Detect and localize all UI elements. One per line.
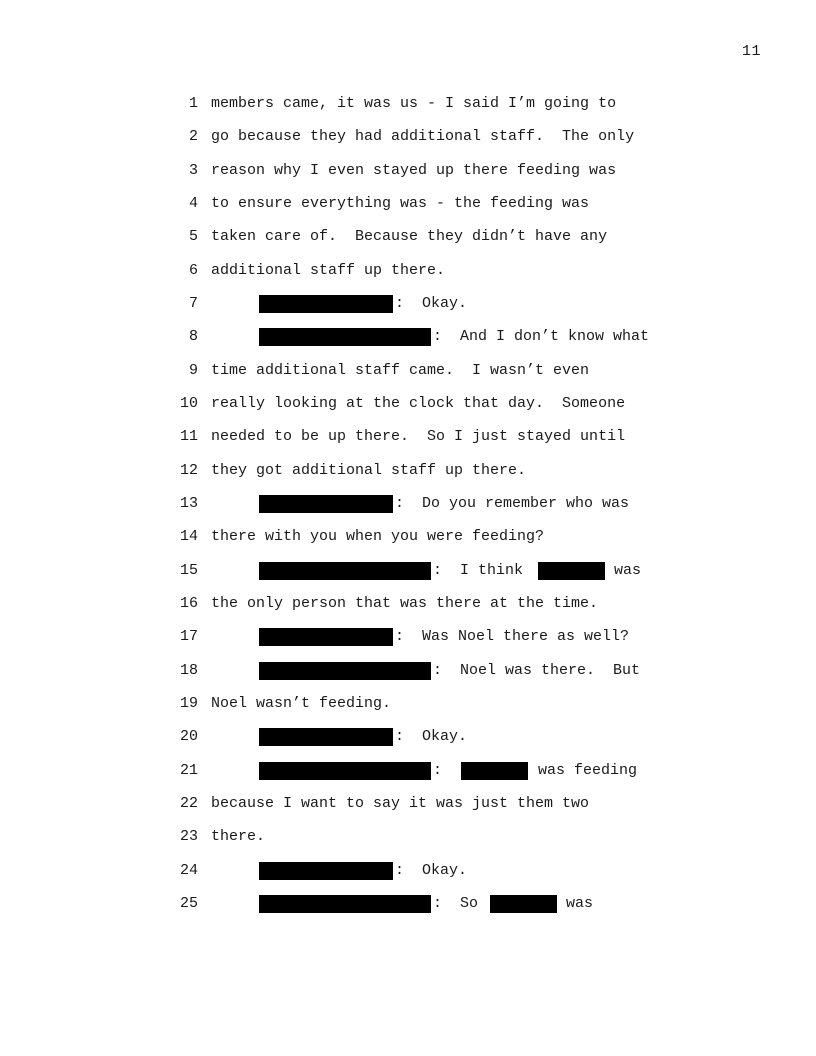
page-number: 11 bbox=[742, 43, 762, 60]
line-number: 14 bbox=[179, 528, 198, 545]
line-text: reason why I even stayed up there feeding was bbox=[211, 162, 617, 179]
redaction-bar bbox=[490, 895, 557, 913]
line-text: there. bbox=[211, 828, 266, 845]
line-number: 10 bbox=[179, 395, 198, 412]
line-text: additional staff up there. bbox=[211, 262, 446, 279]
line-text: they got additional staff up there. bbox=[211, 462, 527, 479]
line-number: 2 bbox=[188, 128, 198, 145]
line-text: : Okay. bbox=[395, 728, 468, 745]
line-text: really looking at the clock that day. Someone bbox=[211, 395, 626, 412]
redaction-bar bbox=[259, 862, 393, 880]
line-number: 5 bbox=[188, 228, 198, 245]
redaction-bar bbox=[259, 495, 393, 513]
line-text: : bbox=[433, 762, 443, 779]
line-text-tail: was bbox=[566, 895, 594, 912]
line-number: 23 bbox=[179, 828, 198, 845]
line-number: 7 bbox=[188, 295, 198, 312]
line-text: : Was Noel there as well? bbox=[395, 628, 630, 645]
line-text: because I want to say it was just them two bbox=[211, 795, 590, 812]
line-number: 17 bbox=[179, 628, 198, 645]
line-text: there with you when you were feeding? bbox=[211, 528, 545, 545]
line-text: taken care of. Because they didn’t have any bbox=[211, 228, 608, 245]
line-number: 4 bbox=[188, 195, 198, 212]
line-number: 11 bbox=[179, 428, 198, 445]
line-text-tail: was feeding bbox=[538, 762, 638, 779]
redaction-bar bbox=[461, 762, 528, 780]
line-text: : Noel was there. But bbox=[433, 662, 641, 679]
line-number: 3 bbox=[188, 162, 198, 179]
line-text: members came, it was us - I said I’m going to bbox=[211, 95, 617, 112]
redaction-bar bbox=[538, 562, 605, 580]
line-text: : Okay. bbox=[395, 295, 468, 312]
redaction-bar bbox=[259, 662, 431, 680]
line-number: 22 bbox=[179, 795, 198, 812]
line-number: 19 bbox=[179, 695, 198, 712]
line-text: to ensure everything was - the feeding was bbox=[211, 195, 590, 212]
redaction-bar bbox=[259, 628, 393, 646]
line-number: 25 bbox=[179, 895, 198, 912]
line-text: : I think bbox=[433, 562, 524, 579]
line-number: 21 bbox=[179, 762, 198, 779]
line-text: time additional staff came. I wasn’t even bbox=[211, 362, 590, 379]
redaction-bar bbox=[259, 728, 393, 746]
line-number: 6 bbox=[188, 262, 198, 279]
line-number: 12 bbox=[179, 462, 198, 479]
line-number: 1 bbox=[188, 95, 198, 112]
line-number: 18 bbox=[179, 662, 198, 679]
line-number: 16 bbox=[179, 595, 198, 612]
redaction-bar bbox=[259, 328, 431, 346]
line-text: the only person that was there at the time. bbox=[211, 595, 599, 612]
line-text-tail: was bbox=[614, 562, 642, 579]
line-number: 24 bbox=[179, 862, 198, 879]
line-text: needed to be up there. So I just stayed until bbox=[211, 428, 626, 445]
line-number: 15 bbox=[179, 562, 198, 579]
line-text: : Do you remember who was bbox=[395, 495, 630, 512]
line-number: 9 bbox=[188, 362, 198, 379]
line-number: 20 bbox=[179, 728, 198, 745]
redaction-bar bbox=[259, 295, 393, 313]
redaction-bar bbox=[259, 895, 431, 913]
line-number: 13 bbox=[179, 495, 198, 512]
redaction-bar bbox=[259, 562, 431, 580]
line-text: : And I don’t know what bbox=[433, 328, 650, 345]
line-text: : So bbox=[433, 895, 479, 912]
line-text: : Okay. bbox=[395, 862, 468, 879]
redaction-bar bbox=[259, 762, 431, 780]
line-text: Noel wasn’t feeding. bbox=[211, 695, 392, 712]
line-text: go because they had additional staff. The only bbox=[211, 128, 635, 145]
line-number: 8 bbox=[188, 328, 198, 345]
